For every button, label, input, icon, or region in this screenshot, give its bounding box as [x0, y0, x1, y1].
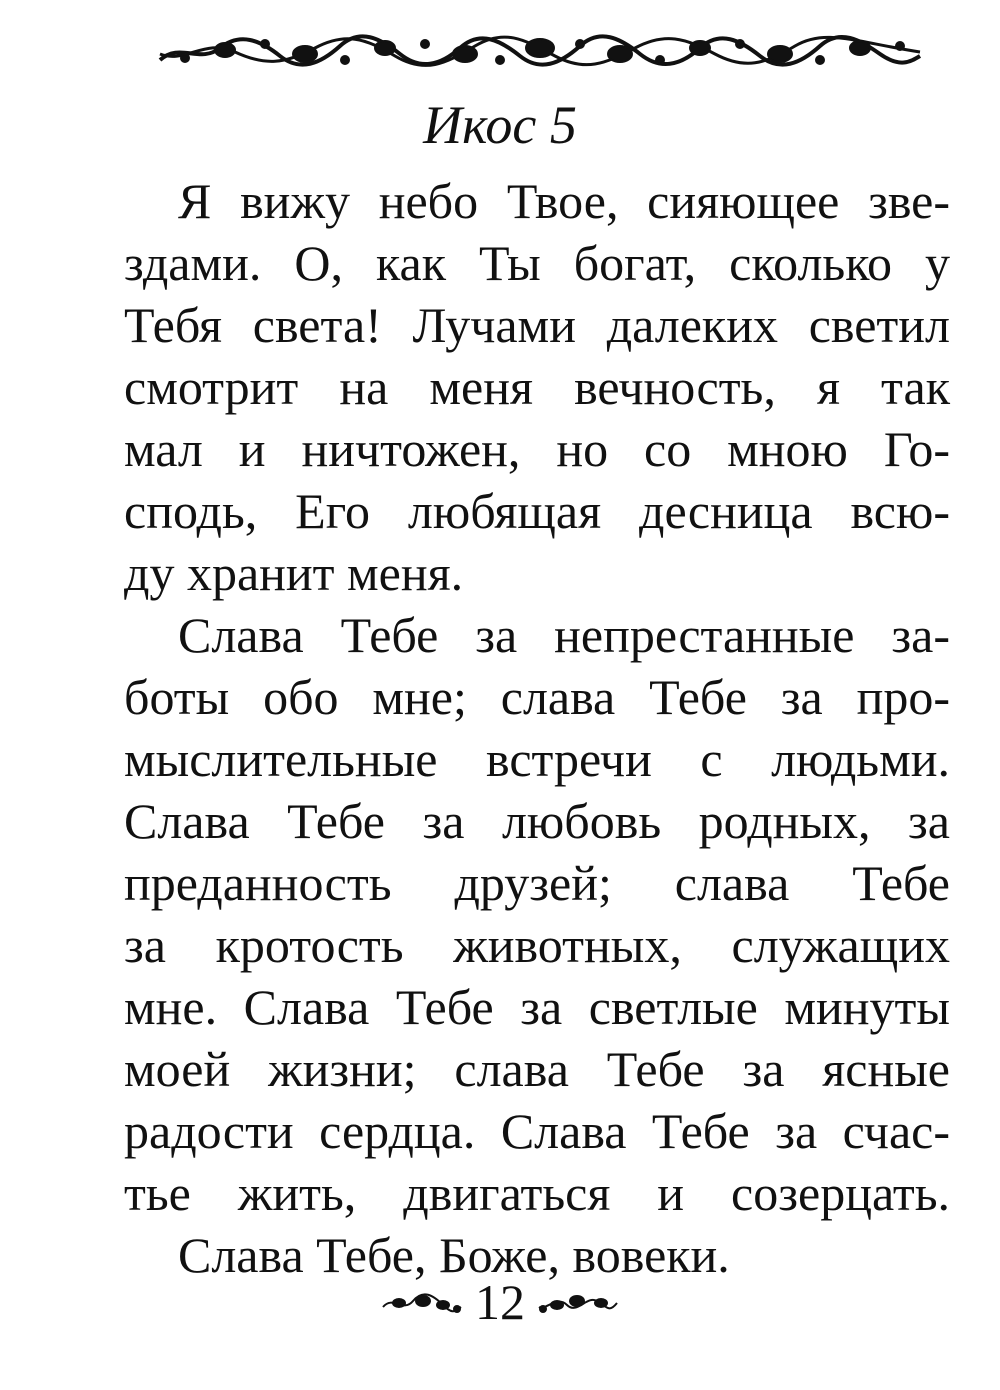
text-line: Тебя света! Лучами далеких светил — [124, 297, 950, 353]
text-line: Слава Тебе, Боже, вовеки. — [178, 1227, 730, 1283]
text-line: мыслительные встречи с людьми. — [124, 731, 950, 787]
paragraph-1 — [124, 170, 950, 604]
section-heading: Икос 5 — [423, 95, 577, 155]
text-line: мне. Слава Тебе за светлые минуты — [124, 979, 950, 1035]
floral-flourish-icon — [537, 1289, 621, 1315]
text-line: здами. О, как Ты богат, сколько у — [124, 235, 950, 291]
text-line: ду хранит меня. — [124, 545, 464, 601]
text-line: сподь, Его любящая десница всю- — [124, 483, 950, 539]
text-line: мал и ничтожен, но со мною Го- — [124, 421, 950, 477]
text-line: преданность друзей; слава Тебе — [124, 855, 950, 911]
text-line: смотрит на меня вечность, я так — [124, 359, 950, 415]
page-number: 12 — [475, 1274, 525, 1330]
text-line: радости сердца. Слава Тебе за счас- — [124, 1103, 950, 1159]
floral-flourish-icon — [379, 1289, 463, 1315]
text-line: боты обо мне; слава Тебе за про- — [124, 669, 950, 725]
text-line: Я вижу небо Твое, сияющее зве- — [178, 173, 950, 229]
text-line: тье жить, двигаться и созерцать. — [124, 1165, 950, 1221]
text-line: Слава Тебе за непрестанные за- — [178, 607, 950, 663]
paragraph-2 — [124, 604, 950, 1224]
body-text — [124, 170, 950, 1286]
text-line: за кротость животных, служащих — [124, 917, 950, 973]
text-line: Слава Тебе за любовь родных, за — [124, 793, 950, 849]
text-line: моей жизни; слава Тебе за ясные — [124, 1041, 950, 1097]
ornamental-border-icon — [155, 34, 925, 70]
page-footer — [0, 1272, 1000, 1332]
